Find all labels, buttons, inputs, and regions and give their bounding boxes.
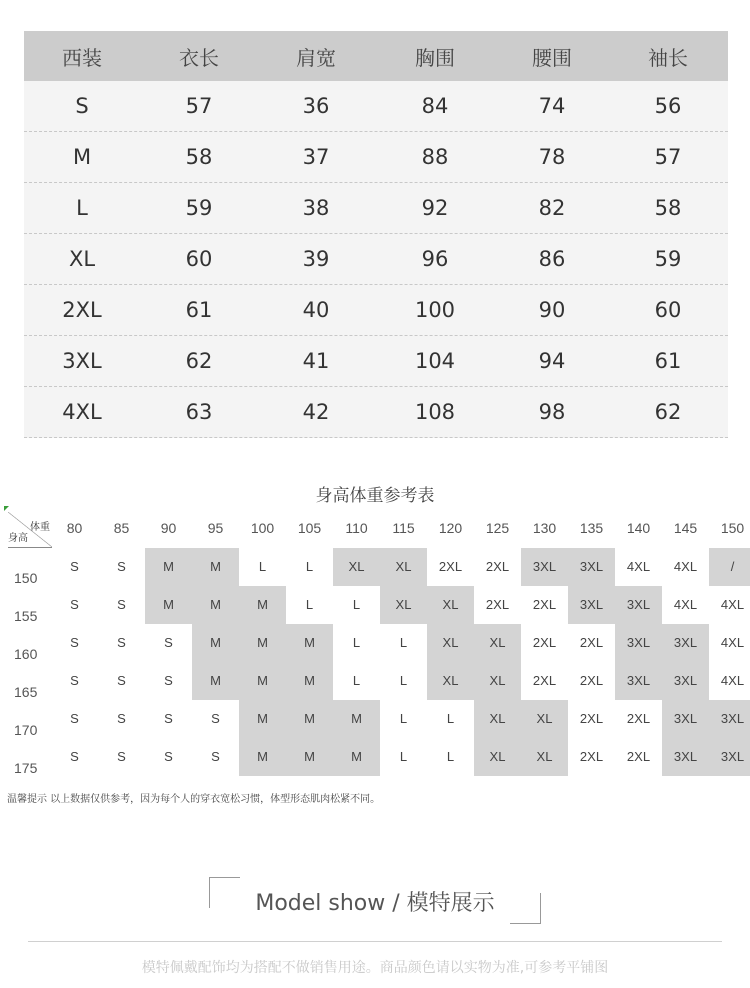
weight-header-cell: 135: [579, 520, 604, 536]
size-recommendation-cell: 3XL: [662, 738, 709, 776]
hw-corner-cell: [8, 512, 52, 548]
size-recommendation-cell: L: [352, 635, 361, 650]
size-recommendation-cell: XL: [474, 624, 521, 662]
hw-chart-note: 温馨提示 以上数据仅供参考，因为每个人的穿衣宽松习惯，体型形态肌肉松紧不同。: [7, 794, 381, 805]
size-header-cell: 肩宽: [296, 45, 336, 70]
size-recommendation-cell: M: [192, 624, 239, 662]
size-value-cell: 78: [538, 145, 566, 169]
size-recommendation-cell: L: [305, 597, 314, 612]
size-recommendation-cell: L: [399, 673, 408, 688]
size-recommendation-cell: XL: [380, 586, 427, 624]
size-recommendation-cell: L: [305, 559, 314, 574]
size-recommendation-cell: M: [239, 700, 286, 738]
size-value-cell: 57: [654, 145, 682, 169]
hw-chart-title: 身高体重参考表: [315, 486, 435, 506]
size-recommendation-cell: /: [709, 548, 750, 586]
size-row: [24, 132, 728, 183]
size-recommendation-cell: S: [70, 635, 79, 650]
size-value-cell: 84: [421, 94, 449, 118]
size-value-cell: 90: [538, 298, 566, 322]
size-label-cell: XL: [68, 247, 96, 271]
size-recommendation-cell: S: [117, 635, 126, 650]
size-recommendation-cell: XL: [333, 548, 380, 586]
size-chart-table: [24, 31, 728, 438]
size-recommendation-cell: 3XL: [615, 624, 662, 662]
size-recommendation-cell: XL: [521, 738, 568, 776]
size-label-cell: S: [75, 94, 89, 118]
size-value-cell: 88: [421, 145, 449, 169]
height-label-cell: 150: [14, 570, 38, 586]
size-recommendation-cell: 2XL: [626, 749, 651, 764]
size-recommendation-cell: 2XL: [532, 673, 557, 688]
size-recommendation-cell: 4XL: [673, 559, 698, 574]
size-recommendation-cell: 2XL: [626, 711, 651, 726]
size-value-cell: 39: [302, 247, 330, 271]
size-row: [24, 81, 728, 132]
size-recommendation-cell: 3XL: [709, 700, 750, 738]
size-recommendation-cell: M: [333, 700, 380, 738]
size-recommendation-cell: XL: [474, 662, 521, 700]
size-header-cell: 袖长: [648, 45, 688, 70]
size-label-cell: L: [76, 196, 88, 220]
size-header-cell: 胸围: [415, 45, 455, 70]
size-value-cell: 58: [654, 196, 682, 220]
size-recommendation-cell: XL: [474, 738, 521, 776]
size-recommendation-cell: 2XL: [485, 559, 510, 574]
size-header-cell: 腰围: [532, 45, 572, 70]
size-recommendation-cell: 3XL: [615, 662, 662, 700]
size-recommendation-cell: M: [239, 624, 286, 662]
size-value-cell: 82: [538, 196, 566, 220]
size-recommendation-cell: S: [117, 597, 126, 612]
corner-weight-label: 体重: [30, 522, 50, 533]
size-recommendation-cell: S: [211, 749, 220, 764]
size-recommendation-cell: M: [239, 662, 286, 700]
size-value-cell: 61: [185, 298, 213, 322]
size-value-cell: 94: [538, 349, 566, 373]
size-row: [24, 183, 728, 234]
size-recommendation-cell: M: [192, 662, 239, 700]
size-recommendation-cell: 3XL: [709, 738, 750, 776]
height-label-cell: 170: [14, 722, 38, 738]
size-recommendation-cell: M: [286, 738, 333, 776]
size-recommendation-cell: M: [239, 738, 286, 776]
size-chart-body: [24, 81, 728, 438]
size-recommendation-cell: 4XL: [720, 673, 745, 688]
size-recommendation-cell: 2XL: [485, 597, 510, 612]
size-recommendation-cell: XL: [474, 700, 521, 738]
size-recommendation-cell: 2XL: [532, 635, 557, 650]
size-recommendation-cell: S: [164, 673, 173, 688]
size-recommendation-cell: S: [117, 559, 126, 574]
size-recommendation-cell: 2XL: [579, 711, 604, 726]
size-recommendation-cell: M: [192, 586, 239, 624]
weight-header-cell: 140: [626, 520, 651, 536]
bracket-bottom-right: [510, 893, 541, 924]
weight-header-cell: 120: [438, 520, 463, 536]
size-recommendation-cell: L: [399, 749, 408, 764]
size-row: [24, 387, 728, 438]
size-recommendation-cell: M: [239, 586, 286, 624]
size-label-cell: M: [72, 145, 92, 169]
corner-height-label: 身高: [8, 533, 28, 544]
size-recommendation-cell: XL: [380, 548, 427, 586]
size-header-cell: 西装: [62, 45, 102, 70]
size-recommendation-cell: XL: [427, 662, 474, 700]
size-recommendation-cell: S: [70, 711, 79, 726]
size-value-cell: 56: [654, 94, 682, 118]
size-recommendation-cell: L: [399, 635, 408, 650]
size-recommendation-cell: M: [192, 548, 239, 586]
weight-header-cell: 95: [207, 520, 224, 536]
size-recommendation-cell: 3XL: [568, 548, 615, 586]
size-recommendation-cell: M: [333, 738, 380, 776]
size-recommendation-cell: 4XL: [720, 635, 745, 650]
size-recommendation-cell: L: [399, 711, 408, 726]
size-recommendation-cell: M: [145, 586, 192, 624]
size-recommendation-cell: M: [286, 624, 333, 662]
size-value-cell: 60: [185, 247, 213, 271]
size-recommendation-cell: XL: [521, 700, 568, 738]
size-row: [24, 336, 728, 387]
size-recommendation-cell: 4XL: [673, 597, 698, 612]
size-value-cell: 41: [302, 349, 330, 373]
size-value-cell: 59: [185, 196, 213, 220]
size-value-cell: 100: [414, 298, 456, 322]
size-recommendation-cell: M: [145, 548, 192, 586]
height-label-cell: 175: [14, 760, 38, 776]
size-recommendation-cell: L: [446, 749, 455, 764]
model-disclaimer: 模特佩戴配饰均为搭配不做销售用途。商品颜色请以实物为准,可参考平铺图: [141, 960, 609, 976]
size-recommendation-cell: XL: [427, 586, 474, 624]
weight-header-cell: 85: [113, 520, 130, 536]
size-recommendation-cell: S: [164, 749, 173, 764]
size-value-cell: 98: [538, 400, 566, 424]
size-value-cell: 62: [654, 400, 682, 424]
size-recommendation-cell: S: [117, 673, 126, 688]
weight-header-cell: 130: [532, 520, 557, 536]
size-label-cell: 2XL: [62, 298, 102, 322]
size-value-cell: 60: [654, 298, 682, 322]
size-recommendation-cell: XL: [427, 624, 474, 662]
size-recommendation-cell: 2XL: [579, 749, 604, 764]
size-recommendation-cell: M: [286, 700, 333, 738]
size-recommendation-cell: 3XL: [521, 548, 568, 586]
weight-header-cell: 105: [297, 520, 322, 536]
size-recommendation-cell: S: [117, 711, 126, 726]
size-recommendation-cell: 2XL: [579, 635, 604, 650]
weight-header-cell: 145: [673, 520, 698, 536]
size-recommendation-cell: S: [70, 749, 79, 764]
weight-header-cell: 110: [345, 520, 368, 536]
size-recommendation-cell: S: [164, 711, 173, 726]
weight-header-cell: 100: [250, 520, 275, 536]
size-label-cell: 4XL: [62, 400, 102, 424]
size-recommendation-cell: 2XL: [438, 559, 463, 574]
model-show-title: Model show / 模特展示: [255, 891, 495, 916]
size-value-cell: 86: [538, 247, 566, 271]
height-label-cell: 155: [14, 608, 38, 624]
size-recommendation-cell: S: [117, 749, 126, 764]
size-recommendation-cell: S: [164, 635, 173, 650]
size-value-cell: 104: [414, 349, 456, 373]
size-value-cell: 42: [302, 400, 330, 424]
size-recommendation-cell: 2XL: [579, 673, 604, 688]
size-recommendation-cell: S: [70, 597, 79, 612]
size-recommendation-cell: L: [352, 597, 361, 612]
size-recommendation-cell: 4XL: [626, 559, 651, 574]
size-label-cell: 3XL: [62, 349, 102, 373]
size-recommendation-cell: S: [70, 559, 79, 574]
size-value-cell: 63: [185, 400, 213, 424]
size-value-cell: 37: [302, 145, 330, 169]
size-recommendation-cell: 3XL: [662, 700, 709, 738]
size-value-cell: 57: [185, 94, 213, 118]
size-value-cell: 108: [414, 400, 456, 424]
size-chart-header: [24, 31, 728, 81]
size-value-cell: 92: [421, 196, 449, 220]
size-recommendation-cell: 3XL: [662, 662, 709, 700]
height-label-cell: 160: [14, 646, 38, 662]
size-value-cell: 36: [302, 94, 330, 118]
size-header-cell: 衣长: [179, 45, 219, 70]
size-value-cell: 74: [538, 94, 566, 118]
weight-header-cell: 125: [485, 520, 510, 536]
section-divider: [28, 941, 722, 942]
size-recommendation-cell: S: [211, 711, 220, 726]
size-value-cell: 96: [421, 247, 449, 271]
height-label-cell: 165: [14, 684, 38, 700]
size-value-cell: 38: [302, 196, 330, 220]
weight-header-cell: 90: [160, 520, 177, 536]
weight-header-cell: 150: [720, 520, 745, 536]
size-recommendation-cell: 3XL: [568, 586, 615, 624]
size-row: [24, 234, 728, 285]
size-recommendation-cell: L: [352, 673, 361, 688]
size-row: [24, 285, 728, 336]
weight-header-cell: 115: [392, 520, 415, 536]
size-recommendation-cell: 3XL: [662, 624, 709, 662]
corner-marker: [4, 506, 9, 511]
size-value-cell: 59: [654, 247, 682, 271]
size-recommendation-cell: M: [286, 662, 333, 700]
size-recommendation-cell: 4XL: [720, 597, 745, 612]
size-recommendation-cell: 2XL: [532, 597, 557, 612]
size-recommendation-cell: L: [446, 711, 455, 726]
size-value-cell: 58: [185, 145, 213, 169]
size-recommendation-cell: S: [70, 673, 79, 688]
size-value-cell: 40: [302, 298, 330, 322]
size-value-cell: 61: [654, 349, 682, 373]
weight-header-cell: 80: [66, 520, 83, 536]
size-recommendation-cell: L: [258, 559, 267, 574]
size-value-cell: 62: [185, 349, 213, 373]
size-recommendation-cell: 3XL: [615, 586, 662, 624]
